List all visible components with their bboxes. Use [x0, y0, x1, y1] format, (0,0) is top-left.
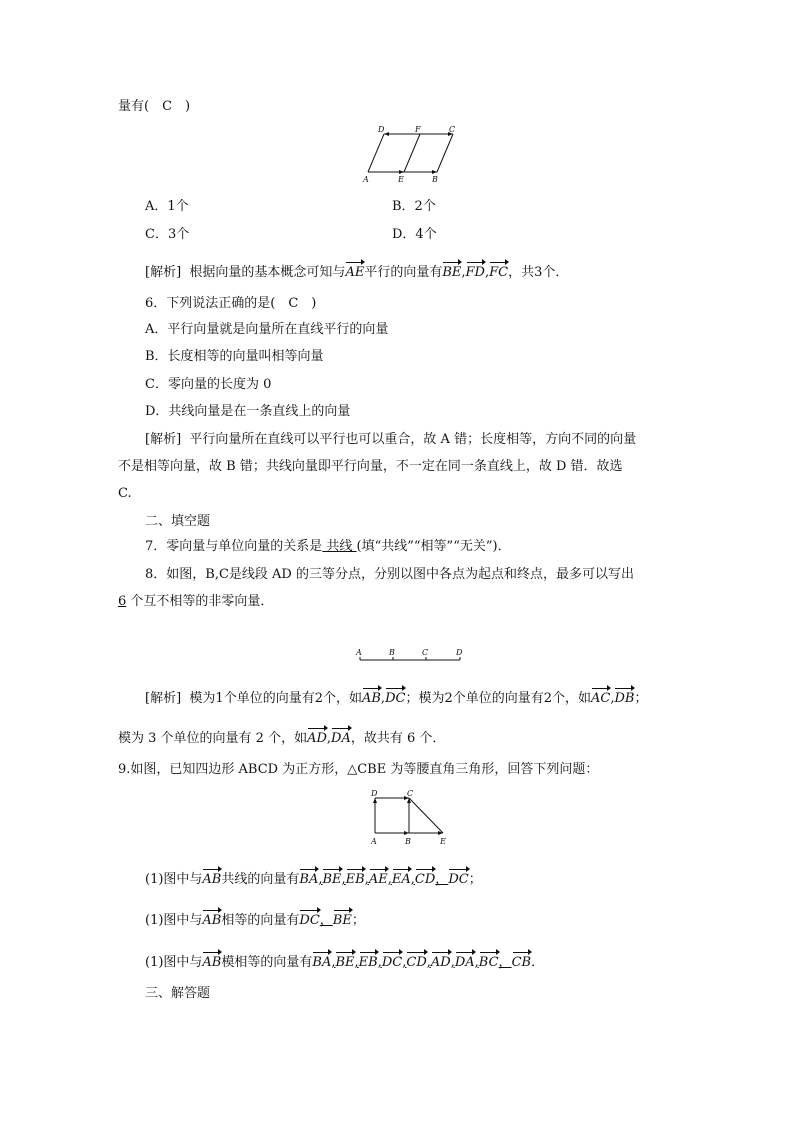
- vector-symbol: BA: [299, 868, 318, 889]
- section-fill-in: 二、填空题: [145, 514, 211, 529]
- fig3-label-b: B: [405, 837, 411, 846]
- fig1-label-c: C: [449, 125, 456, 134]
- q6-option-b: B．长度相等的向量叫相等向量: [145, 349, 324, 364]
- fig2-label-c: C: [422, 648, 429, 657]
- q8-explanation-line1: [解析] 模为1个单位的向量有2个，如AB,DC；模为2个单位的向量有2个，如AC,DB；: [145, 687, 647, 708]
- fig3-label-d: D: [371, 789, 378, 798]
- vector-symbol: AE: [369, 868, 388, 889]
- fig3-label-c: C: [407, 789, 414, 798]
- question-continuation: 量有( C ): [118, 99, 191, 114]
- q9-part2: (1)图中与AB相等的向量有DC，BE；: [145, 909, 365, 930]
- vector-symbol: DC: [299, 909, 319, 930]
- q6-stem: 6．下列说法正确的是( C ): [145, 296, 317, 311]
- q5-option-c: C．3个: [145, 227, 190, 242]
- vector-symbol: FC: [489, 261, 508, 282]
- fig1-label-b: B: [432, 175, 438, 184]
- vector-symbol: CD: [406, 951, 426, 972]
- q8-line1: 8．如图，B,C是线段 AD 的三等分点，分别以图中各点为起点和终点，最多可以写出: [145, 567, 634, 582]
- vector-symbol: FD: [466, 261, 485, 282]
- explanation-label: [解析]: [145, 691, 182, 706]
- q9-part2-answer: DC，BE: [299, 913, 351, 928]
- q5-option-b: B．2个: [392, 199, 436, 214]
- vector-symbol: BE: [335, 951, 354, 972]
- q6-explanation-line1: [解析] 平行向量所在直线可以平行也可以重合，故 A 错；长度相等，方向不同的向量: [145, 432, 637, 447]
- section-answer: 三、解答题: [145, 986, 211, 1001]
- q9-part1-answer: BA,BE,EB,AE,EA,CD，DC: [299, 872, 468, 887]
- fig1-label-f: F: [415, 125, 421, 134]
- q8-explanation-line2: 模为 3 个单位的向量有 2 个，如AD,DA，故共有 6 个．: [118, 727, 445, 748]
- vector-symbol: BA: [312, 951, 331, 972]
- fig1-label-a: A: [363, 175, 369, 184]
- q8-answer: 6: [118, 594, 127, 609]
- q5-option-d: D．4个: [392, 227, 437, 242]
- q6-explanation-line2: 不是相等向量，故 B 错；共线向量即平行向量，不一定在同一条直线上，故 D 错．故选: [118, 459, 623, 474]
- fig3-label-e: E: [440, 837, 446, 846]
- vector-symbol: BE: [322, 868, 341, 889]
- q6-option-d: D．共线向量是在一条直线上的向量: [145, 404, 351, 419]
- q6-option-a: A．平行向量就是向量所在直线平行的向量: [145, 322, 389, 337]
- figure-square-triangle: [365, 786, 455, 850]
- explanation-label: [解析]: [145, 265, 182, 280]
- q6-option-c: C．零向量的长度为 0: [145, 377, 272, 392]
- vector-symbol: DC: [382, 951, 402, 972]
- q5-explanation: [解析] 根据向量的基本概念可知与AE平行的向量有BE,FD,FC，共3个．: [145, 261, 568, 282]
- vector-symbol: CB: [512, 951, 532, 972]
- q9-part3-answer: BA,BE,EB,DC,CD,AD,DA,BC，CB: [312, 955, 531, 970]
- vector-symbol: AB: [362, 687, 381, 708]
- figure-segment: [350, 646, 468, 668]
- q9-part1: (1)图中与AB共线的向量有BA,BE,EB,AE,EA,CD，DC；: [145, 868, 482, 889]
- vector-symbol: EB: [346, 868, 365, 889]
- vector-symbol: AC: [591, 687, 610, 708]
- q7-answer: 共线: [322, 539, 357, 554]
- fig2-label-b: B: [389, 648, 395, 657]
- fig2-label-a: A: [356, 648, 362, 657]
- fig2-label-d: D: [456, 648, 463, 657]
- vector-symbol: CD: [415, 868, 435, 889]
- vector-symbol: AE: [345, 261, 364, 282]
- vector-symbol: DB: [614, 687, 634, 708]
- vector-symbol: EA: [392, 868, 411, 889]
- q9-part3: (1)图中与AB模相等的向量有BA,BE,EB,DC,CD,AD,DA,BC，CB．: [145, 951, 544, 972]
- vector-symbol: BC: [479, 951, 499, 972]
- vector-symbol: AB: [202, 868, 221, 889]
- fig3-label-a: A: [371, 837, 377, 846]
- q8-line2: 6 个互不相等的非零向量．: [118, 594, 274, 609]
- q5-option-a: A．1个: [145, 199, 189, 214]
- q9-stem: 9.如图，已知四边形 ABCD 为正方形，△CBE 为等腰直角三角形，回答下列问题：: [118, 762, 599, 777]
- explanation-label: [解析]: [145, 432, 182, 447]
- vector-symbol: DC: [448, 868, 468, 889]
- vector-symbol: AD: [307, 727, 327, 748]
- vector-symbol: BE: [333, 909, 352, 930]
- vector-symbol: AD: [431, 951, 451, 972]
- vector-symbol: DC: [385, 687, 405, 708]
- vector-symbol: DA: [331, 727, 351, 748]
- q6-explanation-line3: C.: [118, 486, 132, 501]
- vector-symbol: DA: [455, 951, 475, 972]
- figure-parallelograms: [358, 124, 464, 186]
- q7: 7．零向量与单位向量的关系是 共线 (填“共线”“相等”“无关”)．: [145, 539, 511, 554]
- vector-symbol: BE: [442, 261, 461, 282]
- fig1-label-e: E: [398, 175, 404, 184]
- fig1-label-d: D: [378, 125, 385, 134]
- vector-symbol: EB: [359, 951, 378, 972]
- vector-symbol: AB: [202, 909, 221, 930]
- vector-symbol: AB: [202, 951, 221, 972]
